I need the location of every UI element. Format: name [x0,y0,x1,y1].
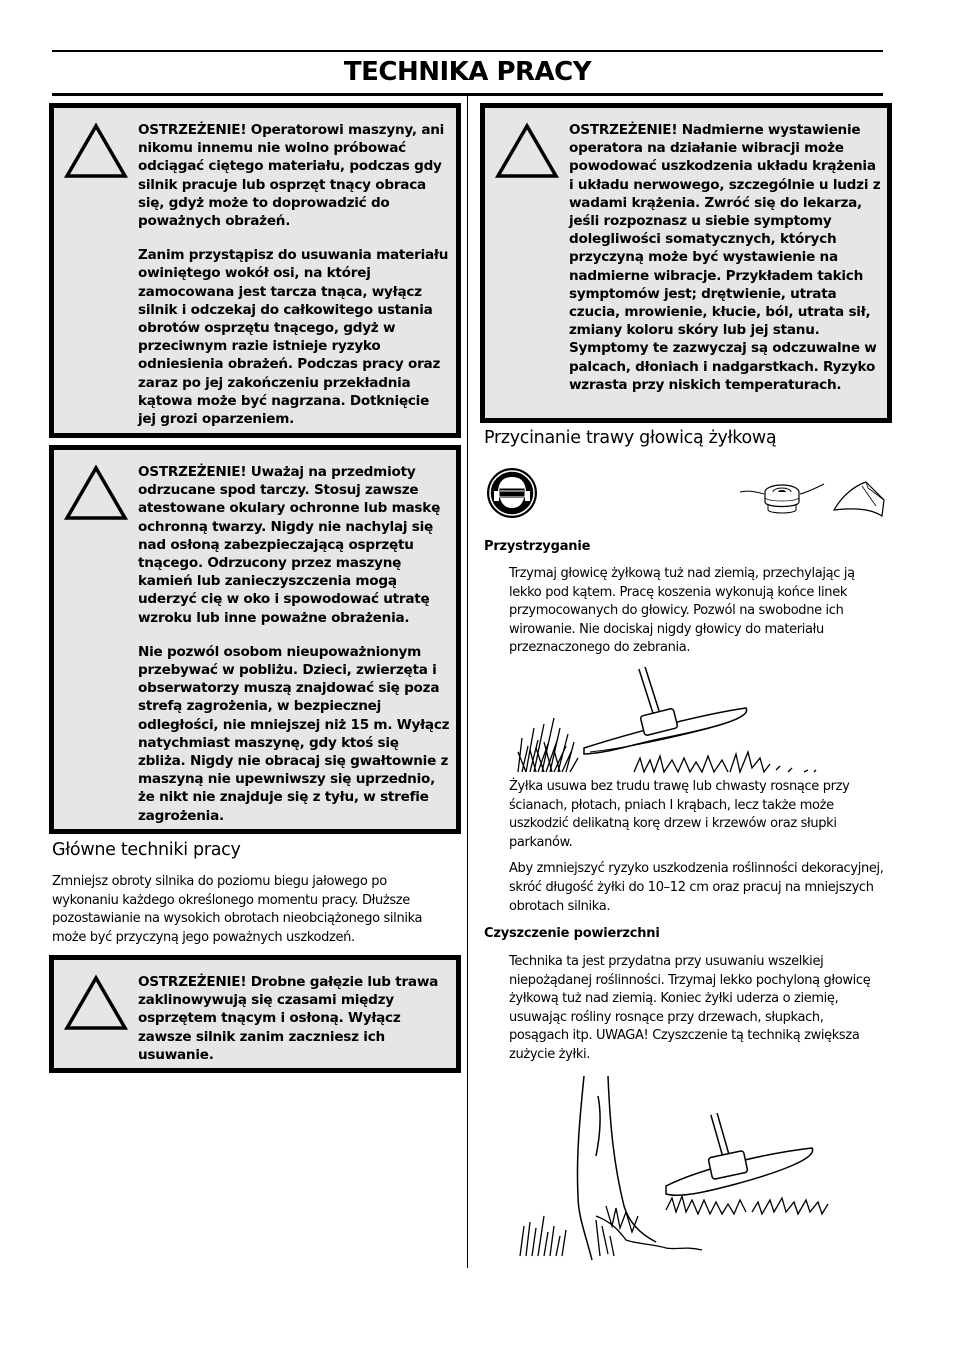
warning-paragraph: OSTRZEŻENIE! Drobne gałęzie lub trawa zaklinowywują się czasami między osprzętem tnącym i osłoną. Wyłącz zawsze silnik zanim zaczniesz ich usuwanie. [138,974,439,1063]
warning-triangle-icon [63,122,129,180]
body-paragraph: Zmniejsz obroty silnika do poziomu biegu jałowego po wykonaniu każdego określonego momentu pracy. Dłuższe pozostawianie na wysokich obrotach nieobciążonego silnika może być przyczyną jego poważnych uszkodzeń. [52,874,423,945]
main-techniques-text [52,873,452,947]
subheading-surface-cleaning: Czyszczenie powierzchni [484,926,660,941]
trimmer-head-icon [738,478,826,518]
warning-triangle-icon [494,122,560,180]
warning-box-1 [49,103,461,438]
body-paragraph: Trzymaj głowicę żyłkową tuż nad ziemią, przechylając ją lekko pod kątem. Pracę koszenia wykonują końce linek przymocowanych do głowicy. Pozwól na swobodne ich wirowanie. Nie dociskaj nigdy głowicy do materiału przeznaczonego do zebrania. [509,566,855,656]
guard-icon [832,478,886,520]
warning-text [569,121,881,394]
warning-box-4 [480,103,892,423]
page-title: TECHNIKA PRACY [343,57,592,87]
warning-box-2 [49,445,461,834]
body-paragraph: Aby zmniejszyć ryzyko uszkodzenia roślinności dekoracyjnej, skróć długość żyłki do 10–12 cm oraz pracuj na mniejszych obrotach silnika. [509,861,884,914]
line-effects-text [509,778,887,916]
column-divider [467,96,468,1268]
section-heading-main-techniques: Główne techniki pracy [52,840,241,860]
warning-paragraph: Nie pozwól osobom nieupoważnionym przebywać w pobliżu. Dzieci, zwierzęta i obserwatorzy muszą znajdować się poza strefą zagrożenia, w bezpiecznej odległości, nie mniejszej niż 15 m. Wyłącz natychmiast maszynę, gdy ktoś się zbliża. Nigdy nie obracaj się gwałtownie z maszyną nie upewniwszy się uprzednio, że nikt nie znajduje się z tyłu, w strefie zagrożenia. [138,643,450,824]
helmet-visor-icon [486,467,538,519]
surface-cleaning-text [509,953,887,1065]
trimming-illustration [514,668,824,776]
warning-text [138,463,450,825]
warning-paragraph: Zanim przystąpisz do usuwania materiału owiniętego wokół osi, na której zamocowana jest tarcza tnąca, wyłącz silnik i odczekaj do całkowitego ustania obrotów osprzętu tnącego, gdyż w przeciwnym razie istnieje ryzyko odniesienia obrażeń. Podczas pracy oraz zaraz po jej zakończeniu przekładnia kątowa może być nagrzana. Dotknięcie jej grozi oparzeniem. [138,247,449,428]
body-paragraph: Żyłka usuwa bez trudu trawę lub chwasty rosnące przy ścianach, płotach, pniach I krąbach, lecz także może uszkodzić delikatną korę drzew i krzewów oraz słupki parkanów. [509,779,850,850]
warning-triangle-icon [63,464,129,522]
warning-paragraph: OSTRZEŻENIE! Uważaj na przedmioty odrzucane spod tarczy. Stosuj zawsze atestowane okulary ochronne lub maskę ochronną twarzy. Nigdy nie nachylaj się nad osłoną zabezpieczającą osprzętu tnącego. Odrzucony przez maszynę kamień lub zanieczyszczenia mogą uderzyć cię w oko i spowodować utratę wzroku lub inne poważne obrażenia. [138,464,441,626]
body-paragraph: Technika ta jest przydatna przy usuwaniu wszelkiej niepożądanej roślinności. Trzymaj lekko pochyloną głowicę żyłkową tuż nad ziemią. Koniec żyłki uderza o ziemię, usuwając rośliny rosnące przy drzewach, słupkach, posągach itp. UWAGA! Czyszczenie tą techniką zwiększa zużycie żyłki. [509,954,871,1062]
subheading-trimming: Przystrzyganie [484,539,591,554]
warning-text [138,121,450,428]
section-heading-line-trimming: Przycinanie trawy głowicą żyłkową [484,428,777,448]
warning-paragraph: OSTRZEŻENIE! Operatorowi maszyny, ani nikomu innemu nie wolno próbować odciągać ciętego materiału, podczas gdy silnik pracuje lub osprzęt tnący obraca się, gdyż może to doprowadzić do poważnych obrażeń. [138,122,445,230]
warning-text [138,973,450,1064]
warning-triangle-icon [63,974,129,1032]
trimming-text [509,565,887,658]
top-rule [52,50,883,52]
cleaning-illustration [516,1076,836,1262]
warning-box-3 [49,955,461,1073]
warning-paragraph: OSTRZEŻENIE! Nadmierne wystawienie operatora na działanie wibracji może powodować uszkodzenia układu krążenia i układu nerwowego, szczególnie u ludzi z wadami krążenia. Zwróć się do lekarza, jeśli rozpoznasz u siebie symptomy dolegliwości somatycznych, których przyczyną może być wystawienie na nadmierne wibracje. Przykładem takich symptomów jest; drętwienie, utrata czucia, mrowienie, kłucie, ból, utrata sił, zmiany koloru skóry lub jej stanu. Symptomy te zazwyczaj są odczuwalne w palcach, dłoniach i nadgarstkach. Ryzyko wzrasta przy niskich temperaturach. [569,122,881,393]
